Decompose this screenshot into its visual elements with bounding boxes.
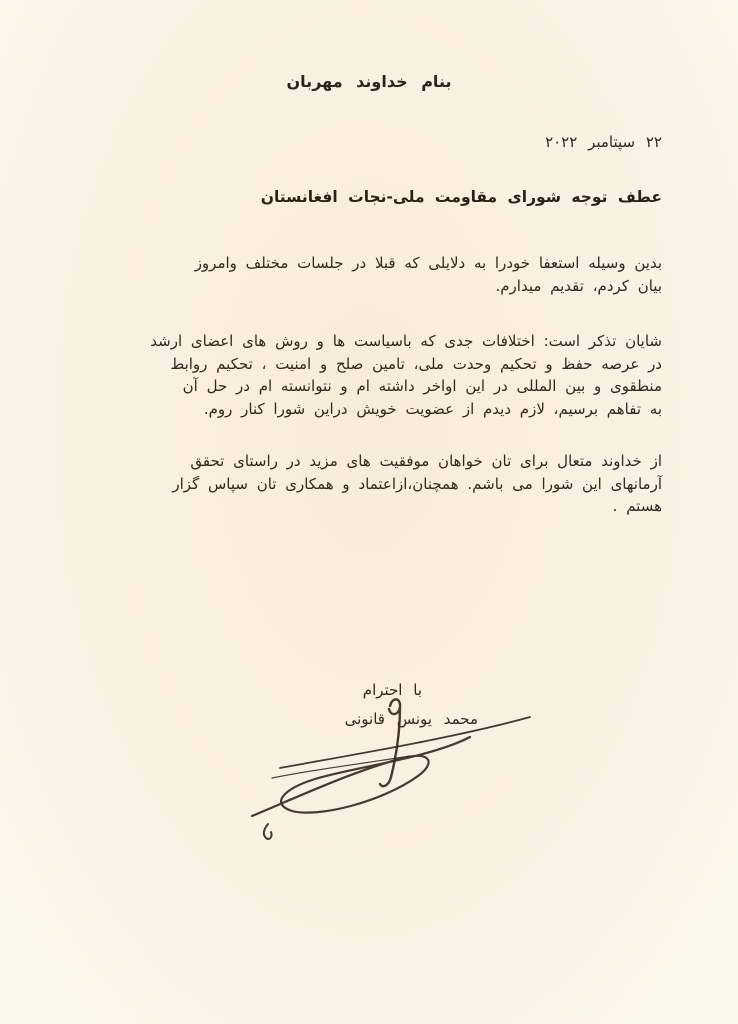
subject-line: عطف توجه شورای مقاومت ملی-نجات افغانستان <box>260 188 662 206</box>
body-line: منطقوی و بین المللی در این اواخر داشته ام و نتوانسته ام در حل آن <box>182 377 662 395</box>
paragraph-wellwishes <box>72 450 662 518</box>
body-line: آرمانهای این شورا می باشم. همچنان،ازاعتماد و همکاری تان سپاس گزار <box>172 474 662 493</box>
body-line: از خداوند متعال برای تان خواهان موفقیت های مزید در راستای تحقق <box>190 452 662 470</box>
paragraph-resignation <box>72 252 662 297</box>
signatory-name: محمد یونس قانونی <box>344 710 478 728</box>
bismillah-heading: بنام خداوند مهربان <box>286 72 452 91</box>
body-line: بیان کردم، تقدیم میدارم. <box>495 276 662 295</box>
body-line: در عرصه حفظ و تحکیم وحدت ملی، تامین صلح و امنیت ، تحکیم روابط <box>170 354 662 373</box>
closing-salutation: با احترام <box>362 681 422 699</box>
body-line: هستم . <box>612 497 662 515</box>
body-line: به تفاهم برسیم، لازم دیدم از عضویت خویش دراین شورا کنار روم. <box>203 399 662 418</box>
body-line: شایان تذکر است: اختلافات جدی که باسیاست ها و روش های اعضای ارشد <box>150 332 662 350</box>
body-line: بدین وسیله استعفا خودرا به دلایلی که قبلا در جلسات مختلف وامروز <box>194 254 662 272</box>
paragraph-reasons <box>72 330 662 420</box>
letter-date: ٢٢ سپتامبر ٢٠٢٢ <box>545 133 662 151</box>
